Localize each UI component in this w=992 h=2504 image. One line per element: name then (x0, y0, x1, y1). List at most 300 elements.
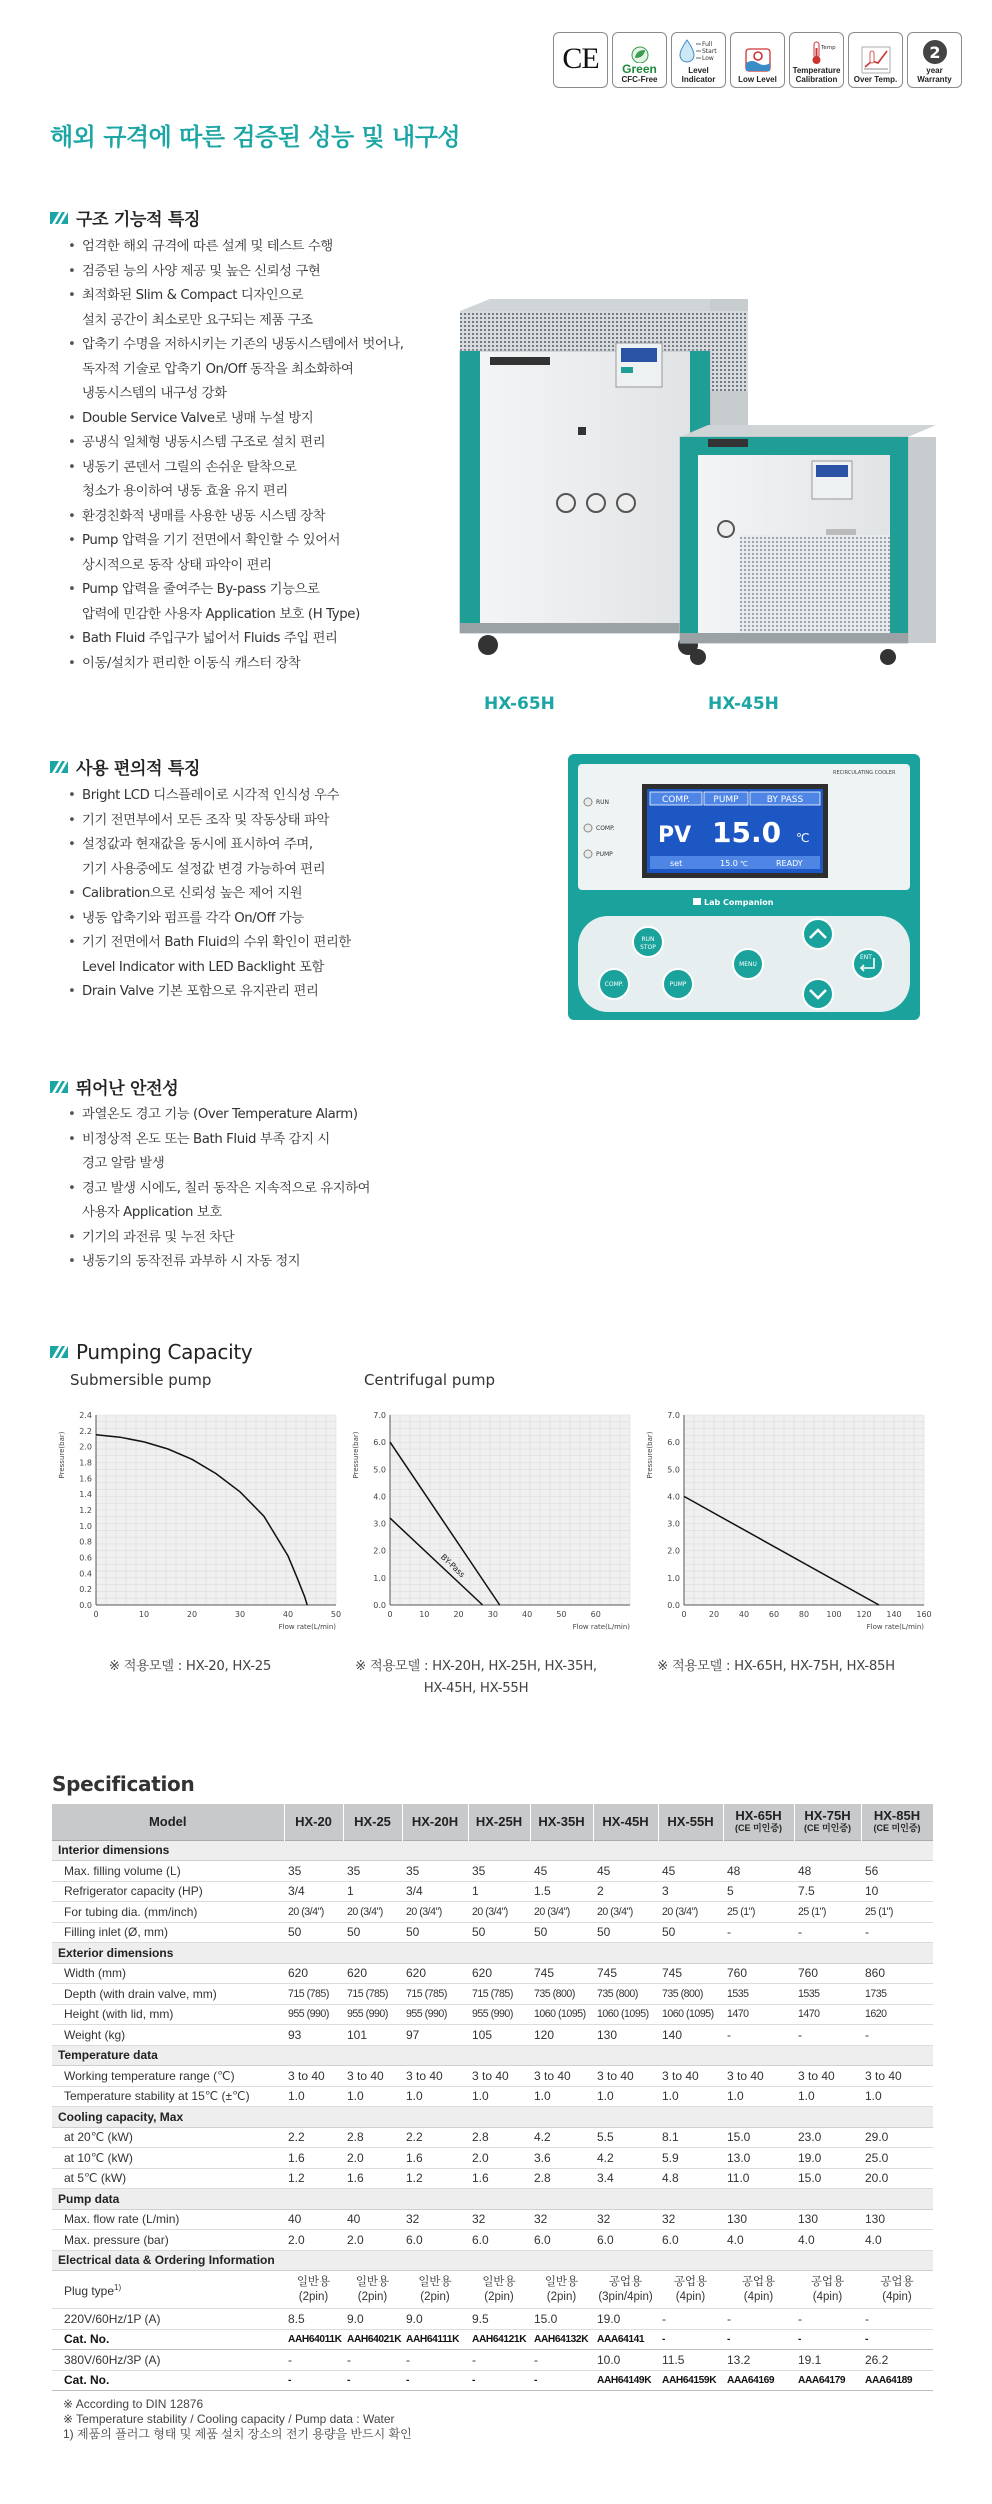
svg-text:15.0: 15.0 (720, 859, 738, 868)
x-tick-label: 40 (282, 1610, 294, 1619)
spec-cell: - (723, 2329, 794, 2350)
spec-col-header: HX-85H (CE 미인증) (861, 1804, 933, 1840)
spec-row-label: Working temperature range (℃) (52, 2066, 284, 2087)
spec-cell: 1.0 (530, 2086, 593, 2107)
feature-item: • 환경친화적 냉매를 사용한 냉동 시스템 장착 (68, 505, 404, 530)
spec-cell: 일반용 (2pin) (343, 2271, 402, 2309)
led-comp (584, 824, 592, 832)
x-tick-label: 80 (798, 1610, 810, 1619)
spec-cell: 2.8 (530, 2168, 593, 2189)
spec-col-header: Model (52, 1804, 284, 1840)
spec-cell: 6.0 (658, 2230, 723, 2251)
spec-cell: - (794, 2309, 861, 2330)
spec-category: Pump data (52, 2189, 933, 2210)
spec-cell: 10 (861, 1881, 933, 1902)
svg-text:MENU: MENU (739, 961, 757, 968)
spec-cell: 32 (468, 2209, 530, 2230)
green-leaf-icon (628, 45, 652, 63)
spec-cell: AAH64011K (284, 2329, 343, 2350)
spec-cell: 48 (794, 1861, 861, 1882)
svg-text:℃: ℃ (796, 831, 810, 845)
spec-cell: 1.0 (343, 2086, 402, 2107)
table-row (52, 2086, 933, 2107)
spec-cell: 50 (402, 1922, 468, 1943)
pump-curve-chart-3 (644, 1405, 944, 1635)
spec-cell: 1.5 (530, 1881, 593, 1902)
y-tick-label: 0.0 (373, 1601, 386, 1610)
spec-row-label: Max. filling volume (L) (52, 1861, 284, 1882)
bypass-annotation: BY-Pass (438, 1552, 467, 1580)
spec-row-label: Cat. No. (52, 2370, 284, 2391)
spec-row-label: at 10℃ (kW) (52, 2148, 284, 2169)
spec-cell: AAH64121K (468, 2329, 530, 2350)
spec-cell: 4.0 (794, 2230, 861, 2251)
spec-cell: 1.2 (284, 2168, 343, 2189)
spec-table (52, 1804, 934, 2391)
spec-cell: 45 (530, 1861, 593, 1882)
spec-row-label: Weight (kg) (52, 2025, 284, 2046)
spec-cell: 1735 (861, 1984, 933, 2005)
model-label-hx-45h: HX-45H (708, 694, 779, 714)
spec-cell: 19.1 (794, 2350, 861, 2371)
section-bullet-icon (50, 759, 68, 775)
y-tick-label: 6.0 (667, 1438, 680, 1448)
table-row (52, 1840, 933, 1861)
x-tick-label: 60 (590, 1610, 601, 1619)
product-photo (448, 285, 948, 685)
table-row (52, 2148, 933, 2169)
spec-cell: 745 (658, 1963, 723, 1984)
safety-feature-list (68, 1103, 370, 1275)
feature-item: • Drain Valve 기본 포함으로 유지관리 편리 (68, 980, 351, 1005)
spec-cell: 20 (3/4") (343, 1902, 402, 1923)
down-button (803, 979, 833, 1009)
feature-item: • 경고 발생 시에도, 칠러 동작은 지속적으로 유지하여 사용자 Application 보호 (68, 1177, 370, 1226)
spec-cell: 32 (530, 2209, 593, 2230)
spec-cell: 1.0 (468, 2086, 530, 2107)
svg-text:RUN: RUN (596, 799, 610, 806)
spec-cell: 4.0 (723, 2230, 794, 2251)
spec-cell: 3.4 (593, 2168, 658, 2189)
spec-cell: 29.0 (861, 2127, 933, 2148)
spec-col-header: HX-65H (CE 미인증) (723, 1804, 794, 1840)
spec-col-header: HX-45H (593, 1804, 658, 1840)
x-tick-label: 160 (916, 1610, 932, 1619)
svg-text:RUN: RUN (641, 936, 655, 943)
spec-row-label: Cat. No. (52, 2329, 284, 2350)
spec-cell: 35 (284, 1861, 343, 1882)
spec-col-header: HX-20H (402, 1804, 468, 1840)
spec-cell: 50 (343, 1922, 402, 1943)
spec-cell: AAA64179 (794, 2370, 861, 2391)
spec-cell: - (723, 2025, 794, 2046)
section-bullet-icon (50, 1344, 68, 1360)
spec-cell: 5.9 (658, 2148, 723, 2169)
y-tick-label: 4.0 (667, 1492, 680, 1502)
spec-cell: - (530, 2350, 593, 2371)
cfc-free-badge: Green CFC-Free (612, 32, 667, 88)
spec-cell: 760 (794, 1963, 861, 1984)
spec-cell: 32 (402, 2209, 468, 2230)
y-tick-label: 3.0 (667, 1519, 680, 1529)
spec-cell: 25 (1") (723, 1902, 794, 1923)
section-safety-heading: 뛰어난 안전성 (50, 1074, 178, 1099)
spec-cell: 3/4 (402, 1881, 468, 1902)
spec-cell: 715 (785) (343, 1984, 402, 2005)
spec-col-header: HX-20 (284, 1804, 343, 1840)
spec-cell: 745 (593, 1963, 658, 1984)
section-bullet-icon (50, 1079, 68, 1095)
note-din: ※ According to DIN 12876 (63, 2397, 204, 2411)
warranty-badge: 2 year Warranty (907, 32, 962, 88)
feature-item: • 냉동기 콘덴서 그릴의 손쉬운 탈착으로 청소가 용이하여 냉동 효율 유지 편리 (68, 456, 404, 505)
spec-cell: 20 (3/4") (658, 1902, 723, 1923)
temperature-calibration-badge: Temp Temperature Calibration (789, 32, 844, 88)
svg-text:COMP.: COMP. (596, 825, 615, 832)
low-level-badge: Low Level (730, 32, 785, 88)
table-row (52, 2350, 933, 2371)
x-tick-label: 0 (681, 1610, 687, 1619)
y-axis-label: Pressure(bar) (352, 1431, 360, 1479)
table-row (52, 1963, 933, 1984)
led-run (584, 798, 592, 806)
spec-cell: - (284, 2350, 343, 2371)
spec-cell: 5.5 (593, 2127, 658, 2148)
table-row (52, 2045, 933, 2066)
spec-cell: - (861, 2309, 933, 2330)
spec-cell: 130 (593, 2025, 658, 2046)
table-row (52, 2329, 933, 2350)
spec-cell: 공업용 (3pin/4pin) (593, 2271, 658, 2309)
svg-text:BY PASS: BY PASS (766, 795, 804, 805)
spec-cell: 9.0 (343, 2309, 402, 2330)
spec-cell: 620 (402, 1963, 468, 1984)
y-tick-label: 1.0 (373, 1573, 386, 1583)
y-tick-label: 1.2 (79, 1506, 92, 1515)
spec-cell: 50 (658, 1922, 723, 1943)
svg-text:2: 2 (928, 43, 941, 62)
spec-row-label: at 20℃ (kW) (52, 2127, 284, 2148)
table-row (52, 1861, 933, 1882)
spec-cell: 9.0 (402, 2309, 468, 2330)
table-row (52, 2309, 933, 2330)
spec-row-label: Height (with lid, mm) (52, 2004, 284, 2025)
y-tick-label: 7.0 (373, 1411, 386, 1420)
x-tick-label: 10 (138, 1610, 150, 1619)
y-tick-label: 2.2 (79, 1426, 92, 1436)
spec-cell: 620 (343, 1963, 402, 1984)
spec-cell: - (658, 2309, 723, 2330)
spec-cell: 140 (658, 2025, 723, 2046)
spec-cell: - (343, 2350, 402, 2371)
spec-cell: 4.0 (861, 2230, 933, 2251)
spec-cell: 1.6 (402, 2148, 468, 2169)
spec-cell: 20 (3/4") (402, 1902, 468, 1923)
spec-category: Exterior dimensions (52, 1943, 933, 1964)
y-tick-label: 4.0 (373, 1492, 386, 1502)
spec-cell: 15.0 (530, 2309, 593, 2330)
spec-cell: 50 (593, 1922, 658, 1943)
spec-cell: 715 (785) (468, 1984, 530, 2005)
spec-cell: - (861, 1922, 933, 1943)
spec-cell: 공업용 (4pin) (794, 2271, 861, 2309)
spec-cell: - (468, 2370, 530, 2391)
y-tick-label: 1.4 (79, 1490, 92, 1500)
spec-cell: 2.0 (468, 2148, 530, 2169)
y-tick-label: 0.4 (79, 1569, 92, 1579)
over-temp-icon (856, 45, 896, 75)
spec-cell: 13.0 (723, 2148, 794, 2169)
x-axis-label: Flow rate(L/min) (866, 1623, 924, 1631)
spec-cell: 1 (343, 1881, 402, 1902)
spec-cell: 760 (723, 1963, 794, 1984)
spec-cell: 9.5 (468, 2309, 530, 2330)
table-row (52, 2271, 933, 2309)
x-tick-label: 140 (886, 1610, 902, 1619)
spec-cell: 715 (785) (284, 1984, 343, 2005)
x-axis-label: Flow rate(L/min) (572, 1623, 630, 1631)
spec-cell: 15.0 (794, 2168, 861, 2189)
spec-cell: 3 to 40 (284, 2066, 343, 2087)
warranty-icon (920, 38, 950, 66)
x-tick-label: 100 (826, 1610, 842, 1619)
up-button (803, 919, 833, 949)
spec-cell: 955 (990) (402, 2004, 468, 2025)
spec-cell: 50 (468, 1922, 530, 1943)
spec-cell: 4.8 (658, 2168, 723, 2189)
feature-item: • 기기의 과전류 및 누전 차단 (68, 1226, 370, 1251)
spec-cell: 1.0 (794, 2086, 861, 2107)
svg-text:COMP.: COMP. (661, 795, 691, 805)
spec-col-header: HX-55H (658, 1804, 723, 1840)
spec-cell: 620 (284, 1963, 343, 1984)
spec-cell: 19.0 (593, 2309, 658, 2330)
x-axis-label: Flow rate(L/min) (278, 1623, 336, 1631)
svg-text:15.0: 15.0 (712, 816, 782, 849)
spec-cell: - (861, 2329, 933, 2350)
chart-submersible (56, 1405, 356, 1639)
spec-cell: 1 (468, 1881, 530, 1902)
svg-text:READY: READY (776, 859, 803, 868)
feature-item: • Double Service Valve로 냉매 누설 방지 (68, 407, 404, 432)
spec-cell: 일반용 (2pin) (284, 2271, 343, 2309)
svg-text:PUMP: PUMP (596, 851, 613, 858)
spec-cell: 13.2 (723, 2350, 794, 2371)
spec-cell: 1060 (1095) (530, 2004, 593, 2025)
spec-cell: 50 (284, 1922, 343, 1943)
spec-row-label: Temperature stability at 15℃ (±℃) (52, 2086, 284, 2107)
x-tick-label: 20 (186, 1610, 198, 1619)
y-tick-label: 1.0 (667, 1573, 680, 1583)
chart-centrifugal-h (350, 1405, 650, 1639)
feature-item: • 이동/설치가 편리한 이동식 캐스터 장착 (68, 652, 404, 677)
page-title: 해외 규격에 따른 검증된 성능 및 내구성 (50, 123, 461, 151)
svg-text:STOP: STOP (640, 944, 656, 951)
svg-text:Temp: Temp (820, 45, 836, 51)
spec-cell: 3 to 40 (794, 2066, 861, 2087)
spec-cell: 26.2 (861, 2350, 933, 2371)
spec-cell: AAH64149K (593, 2370, 658, 2391)
table-row (52, 2025, 933, 2046)
spec-cell: 93 (284, 2025, 343, 2046)
spec-cell: AAH64159K (658, 2370, 723, 2391)
table-row (52, 2209, 933, 2230)
centrifugal-pump-label: Centrifugal pump (364, 1371, 496, 1389)
y-tick-label: 0.8 (79, 1537, 92, 1547)
spec-cell: 1060 (1095) (658, 2004, 723, 2025)
y-tick-label: 1.6 (79, 1474, 92, 1484)
y-tick-label: 1.8 (79, 1458, 92, 1468)
svg-text:Full: Full (701, 41, 712, 48)
spec-cell: 35 (468, 1861, 530, 1882)
spec-cell: 50 (530, 1922, 593, 1943)
spec-cell: AAH64021K (343, 2329, 402, 2350)
feature-item: • 압축기 수명을 저하시키는 기존의 냉동시스템에서 벗어나, 독자적 기술로 압축기 On/Off 동작을 최소화하여 냉동시스템의 내구성 강화 (68, 333, 404, 407)
spec-row-label: Max. flow rate (L/min) (52, 2209, 284, 2230)
feature-item: • 냉동기의 동작전류 과부하 시 자동 정지 (68, 1250, 370, 1275)
spec-cell: 715 (785) (402, 1984, 468, 2005)
pumping-capacity-heading: Pumping Capacity (50, 1340, 252, 1364)
spec-cell: - (343, 2370, 402, 2391)
spec-cell: 130 (723, 2209, 794, 2230)
spec-row-label: 220V/60Hz/1P (A) (52, 2309, 284, 2330)
feature-item: • Pump 압력을 줄여주는 By-pass 기능으로 압력에 민감한 사용자 Application 보호 (H Type) (68, 578, 404, 627)
spec-cell: 32 (593, 2209, 658, 2230)
spec-cell: AAA64169 (723, 2370, 794, 2391)
spec-cell: 2.0 (284, 2230, 343, 2251)
spec-category: Electrical data & Ordering Information (52, 2250, 933, 2271)
table-row (52, 1984, 933, 2005)
x-tick-label: 0 (93, 1610, 99, 1619)
ce-mark-icon: CE (562, 41, 599, 75)
spec-cell: 일반용 (2pin) (468, 2271, 530, 2309)
table-row (52, 2250, 933, 2271)
spec-cell: 1.6 (468, 2168, 530, 2189)
x-tick-label: 50 (330, 1610, 342, 1619)
svg-text:Low: Low (701, 55, 714, 62)
spec-cell: 6.0 (530, 2230, 593, 2251)
spec-cell: 공업용 (4pin) (658, 2271, 723, 2309)
y-tick-label: 2.0 (373, 1546, 386, 1556)
spec-cell: 3 to 40 (402, 2066, 468, 2087)
spec-cell: AAA64141 (593, 2329, 658, 2350)
spec-cell: 4.2 (530, 2127, 593, 2148)
spec-cell: - (794, 2025, 861, 2046)
spec-cell: AAH64111K (402, 2329, 468, 2350)
spec-col-header: HX-75H (CE 미인증) (794, 1804, 861, 1840)
spec-cell: 1535 (723, 1984, 794, 2005)
spec-cell: 7.5 (794, 1881, 861, 1902)
spec-cell: 3 (658, 1881, 723, 1902)
y-tick-label: 5.0 (667, 1465, 680, 1475)
spec-category: Temperature data (52, 2045, 933, 2066)
spec-cell: 56 (861, 1861, 933, 1882)
spec-cell: 105 (468, 2025, 530, 2046)
spec-cell: 25 (1") (794, 1902, 861, 1923)
spec-cell: - (402, 2370, 468, 2391)
feature-item: • 최적화된 Slim & Compact 디자인으로 설치 공간이 최소로만 요구되는 제품 구조 (68, 284, 404, 333)
spec-cell: - (468, 2350, 530, 2371)
spec-cell: 1.0 (723, 2086, 794, 2107)
table-row (52, 1881, 933, 1902)
spec-cell: 955 (990) (343, 2004, 402, 2025)
spec-cell: 45 (658, 1861, 723, 1882)
spec-col-header: HX-25 (343, 1804, 402, 1840)
svg-text:RECIRCULATING COOLER: RECIRCULATING COOLER (833, 770, 896, 776)
x-tick-label: 20 (708, 1610, 720, 1619)
spec-cell: 8.1 (658, 2127, 723, 2148)
spec-cell: 1.0 (861, 2086, 933, 2107)
spec-col-header: HX-25H (468, 1804, 530, 1840)
spec-cell: 3 to 40 (593, 2066, 658, 2087)
spec-row-label: Filling inlet (Ø, mm) (52, 1922, 284, 1943)
spec-cell: 735 (800) (658, 1984, 723, 2005)
feature-item: • 엄격한 해외 규격에 따른 설계 및 테스트 수행 (68, 235, 404, 260)
spec-cell: 25.0 (861, 2148, 933, 2169)
feature-item: • Bright LCD 디스플레이로 시각적 인식성 우수 (68, 784, 351, 809)
y-tick-label: 0.0 (79, 1601, 92, 1610)
spec-cell: 32 (658, 2209, 723, 2230)
y-tick-label: 2.0 (667, 1546, 680, 1556)
x-tick-label: 50 (556, 1610, 567, 1619)
x-tick-label: 10 (419, 1610, 430, 1619)
spec-cell: 5 (723, 1881, 794, 1902)
table-row (52, 2004, 933, 2025)
spec-cell: 45 (593, 1861, 658, 1882)
spec-cell: 6.0 (468, 2230, 530, 2251)
spec-cell: 860 (861, 1963, 933, 1984)
y-axis-label: Pressure(bar) (646, 1431, 654, 1479)
spec-cell: 35 (402, 1861, 468, 1882)
spec-cell: 40 (284, 2209, 343, 2230)
note-water: ※ Temperature stability / Cooling capacity / Pump data : Water (63, 2412, 395, 2426)
x-tick-label: 30 (487, 1610, 498, 1619)
spec-cell: 20 (3/4") (284, 1902, 343, 1923)
spec-cell: 11.5 (658, 2350, 723, 2371)
spec-cell: 1.0 (284, 2086, 343, 2107)
spec-cell: 130 (861, 2209, 933, 2230)
spec-cell: 120 (530, 2025, 593, 2046)
level-indicator-badge: Full Start Low Level Indicator (671, 32, 726, 88)
spec-category: Interior dimensions (52, 1840, 933, 1861)
spec-row-label: Plug type$^{1)}$ (52, 2271, 284, 2309)
low-level-icon (740, 45, 776, 75)
control-panel-illustration (568, 754, 920, 1020)
table-row (52, 2370, 933, 2391)
table-row (52, 1922, 933, 1943)
section-convenience-heading: 사용 편의적 특징 (50, 754, 200, 779)
svg-text:set: set (670, 859, 683, 868)
y-tick-label: 3.0 (373, 1519, 386, 1529)
y-tick-label: 7.0 (667, 1411, 680, 1420)
y-tick-label: 0.0 (667, 1601, 680, 1610)
spec-cell: 40 (343, 2209, 402, 2230)
y-axis-label: Pressure(bar) (58, 1431, 66, 1479)
table-row (52, 2189, 933, 2210)
spec-cell: AAH64132K (530, 2329, 593, 2350)
spec-cell: 1.6 (284, 2148, 343, 2169)
spec-cell: 2.8 (343, 2127, 402, 2148)
spec-cell: 2.8 (468, 2127, 530, 2148)
spec-cell: 2.0 (343, 2148, 402, 2169)
spec-cell: 2.2 (402, 2127, 468, 2148)
spec-cell: - (530, 2370, 593, 2391)
x-tick-label: 20 (453, 1610, 464, 1619)
spec-cell: 3 to 40 (530, 2066, 593, 2087)
y-tick-label: 2.4 (79, 1411, 92, 1420)
svg-text:℃: ℃ (740, 860, 748, 868)
spec-cell: 일반용 (2pin) (530, 2271, 593, 2309)
